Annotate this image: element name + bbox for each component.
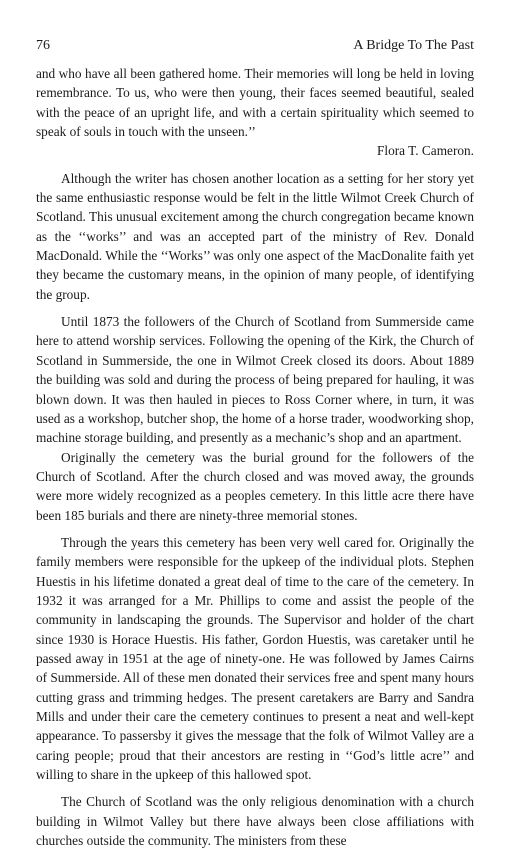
running-title: A Bridge To The Past (353, 38, 474, 53)
page-header (36, 38, 474, 54)
paragraph-works: Although the writer has chosen another location as a setting for her story yet the same enthusiastic response would be felt in the little Wilmot Creek Church of Scotland. This unusual excitement among the church congregation became known as the ‘‘works’’ and was an accepted part of the ministry of Rev. Donald MacDonald. While the ‘‘Works’’ was only one aspect of the MacDonalite faith yet they became the customary means, in the opinion of many people, of identifying the group. (36, 170, 474, 302)
paragraph-church-history: Until 1873 the followers of the Church of Scotland from Summerside came here to attend worship services. Following the opening of the Kirk, the Church of Scotland in Summerside, the one in Wilmot Creek closed its doors. About 1889 the building was sold and during the process of being prepared for hauling, it was blown down. It was then hauled in pieces to Ross Corner where, in turn, it was used as a workshop, butcher shop, the home of a horse trader, woodworking shop, machine storage building, and presently as a mechanic’s shop and an apartment. (36, 314, 474, 446)
paragraph-religious-denomination: The Church of Scotland was the only religious denomination with a church building in Wilmot Valley but there have always been close affiliations with churches outside the community. The ministers from these (36, 794, 474, 849)
paragraph-cemetery-care: Through the years this cemetery has been very well cared for. Originally the family members were responsible for the upkeep of the individual plots. Stephen Huestis in his lifetime donated a great deal of time to the care of the cemetery. In 1932 it was arranged for a Mr. Phillips to come and assist the people of the community in landscaping the grounds. The Supervisor and holder of the chart since 1930 is Horace Huestis. His father, Gordon Huestis, was caretaker until he passed away in 1951 at the age of ninety-one. He was followed by James Cairns of Summerside. All of these men donated their services free and spent many hours cutting grass and trimming hedges. The present caretakers are Barry and Sandra Mills and under their care the cemetery continues to present a neat and well-kept appearance. To passersby it gives the message that the folk of Wilmot Valley are a caring people; proud that their ancestors are resting in ‘‘God’s little acre’’ and willing to share in the upkeep of this hallowed spot. (36, 534, 474, 783)
page-number: 76 (36, 38, 50, 53)
paragraph-quote-ending: and who have all been gathered home. Their memories will long be held in loving remembrance. To us, who were then young, their faces seemed beautiful, sealed with the peace of an upright life, and with a certain spirituality which seemed to speak of souls in touch with the unseen.’’ (36, 66, 474, 140)
signature: Flora T. Cameron. (377, 143, 474, 159)
paragraph-cemetery-origin: Originally the cemetery was the burial ground for the followers of the Church of Scotland. After the church closed and was moved away, the grounds were more widely recognized as a peoples cemetery. In this little acre there have been 185 burials and there are ninety-three memorial stones. (36, 449, 474, 523)
